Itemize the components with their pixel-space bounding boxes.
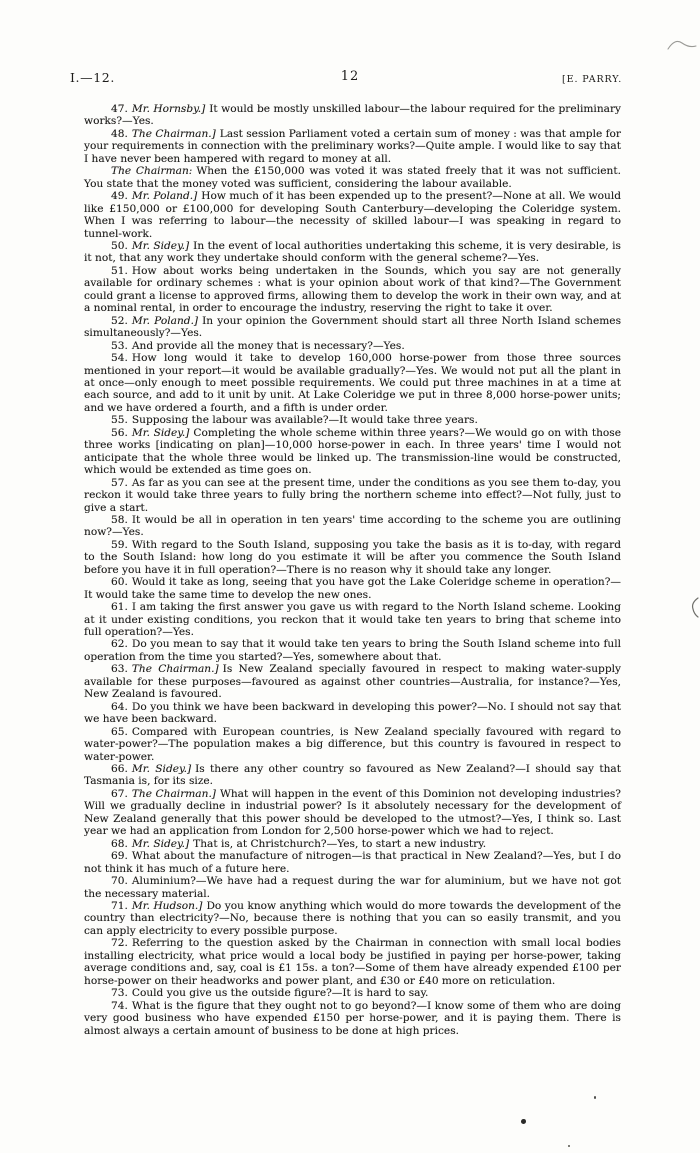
question-number: 50.: [111, 239, 128, 252]
qa-paragraph: [84, 340, 621, 352]
question-number: 59.: [111, 538, 128, 551]
question-number: 47.: [111, 103, 128, 115]
qa-paragraph: [84, 477, 621, 514]
pen-mark-edge-icon: [688, 597, 700, 619]
question-answer-text: That is, at Christchurch?—Yes, to start a new industry.: [193, 837, 487, 850]
question-answer-text: How long would it take to develop 160,000 horse-power from those three sources mentioned in your report—it would be available gradually?—Yes. We would not put all the plant in at once—only enough to meet possible requirements. We could put three machines in at a time at each source, and add to it unit by unit. At Lake Coleridge we put in three 8,000 horse-power units; and we have ordered a fourth, and a fifth is under order.: [84, 352, 621, 414]
question-answer-text: Is New Zealand specially favoured in respect to making water-supply available for these purposes—favoured as against other countries—Australia, for instance?—Yes, New Zealand is favoured.: [84, 663, 621, 701]
qa-paragraph: [84, 190, 621, 240]
question-answer-text: What about the manufacture of nitrogen—is that practical in New Zealand?—Yes, but I do not think it has much of a future here.: [84, 850, 621, 875]
question-answer-text: It would be mostly unskilled labour—the labour required for the preliminary works?—Yes.: [84, 103, 622, 128]
question-number: 73.: [111, 987, 128, 1000]
qa-paragraph: [84, 701, 621, 726]
ink-dot: [521, 1119, 526, 1124]
qa-paragraph: [84, 128, 621, 165]
question-answer-text: I am taking the first answer you gave us with regard to the North Island scheme. Looking at it under existing conditions, you reckon that it would take ten years to bring that scheme into full operation?—Yes.: [84, 601, 621, 639]
question-answer-text: How about works being undertaken in the Sounds, which you say are not generally available for ordinary schemes : what is your opinion about work of that kind?—The Government could grant a license to approved firms, allowing them to develop the work in their own way, and at a nominal rental, in order to encourage the industry, reserving the right to take it over.: [84, 264, 621, 315]
qa-paragraph: [84, 937, 621, 987]
speaker-name: Mr. Hudson.]: [131, 900, 203, 912]
speaker-name: Mr. Poland.]: [131, 314, 199, 327]
question-answer-text: What is the figure that they ought not to go beyond?—I know some of them who are doing very good business who have expended £150 per horse-power, and it is paying them. There is almost always a certain amount of business to be done at high prices.: [84, 999, 621, 1037]
ink-speck-icon: [594, 1096, 596, 1099]
qa-paragraph: [84, 514, 621, 539]
qa-paragraph: [84, 414, 621, 426]
question-number: 60.: [111, 576, 128, 589]
page-number: 12: [340, 69, 360, 84]
question-answer-text: It would be all in operation in ten years' time according to the scheme you are outlining now?—Yes.: [84, 513, 621, 539]
question-number: 48.: [111, 127, 128, 140]
question-answer-text: Completing the whole scheme within three years?—We would go on with those three works [indicating on plan]—10,000 horse-power in each. In three years' time I would not anticipate that the whole three would be linked up. The transmission-line would be constructed, which would be extended as time goes on.: [84, 426, 621, 477]
question-number: 51.: [111, 264, 128, 277]
question-answer-text: And provide all the money that is necessary?—Yes.: [131, 339, 405, 352]
qa-paragraph: [84, 987, 621, 999]
question-answer-text: Do you know anything which would do more towards the development of the country than electricity?—No, because there is nothing that you can so easily transmit, and you can apply electricity to every possible purpose.: [84, 900, 621, 937]
question-number: 64.: [111, 700, 128, 713]
question-answer-text: When the £150,000 was voted it was stated freely that it was not sufficient. You state that the money voted was sufficient, considering the labour available.: [84, 165, 621, 190]
ink-speck-icon: [568, 1145, 570, 1147]
question-number: 55.: [111, 414, 128, 427]
speaker-name: Mr. Sidey.]: [131, 763, 192, 776]
qa-paragraph: [84, 103, 621, 128]
question-number: 54.: [111, 352, 128, 365]
qa-paragraph: [84, 352, 621, 414]
speaker-name: The Chairman.]: [131, 127, 216, 140]
evidence-transcript: [84, 103, 621, 1037]
question-answer-text: Aluminium?—We have had a request during the war for aluminium, but we have not got the necessary material.: [84, 875, 621, 900]
question-answer-text: Supposing the labour was available?—It would take three years.: [131, 414, 478, 427]
speaker-name: Mr. Sidey.]: [131, 426, 190, 439]
question-answer-text: Referring to the question asked by the Chairman in connection with small local bodies installing electricity, what price would a local body be justified in paying per horse-power, taking average conditions and, say, coal is £1 15s. a ton?—Some of them have already expended £100 per horse-power on their headworks and power plant, and £30 or £40 more on reticulation.: [84, 937, 621, 987]
question-answer-text: Would it take as long, seeing that you have got the Lake Coleridge scheme in operation?—It would take the same time to develop the new ones.: [84, 576, 621, 601]
qa-paragraph: [84, 900, 621, 937]
question-answer-text: Could you give us the outside figure?—It is hard to say.: [131, 987, 429, 1000]
qa-paragraph: [84, 763, 621, 788]
paper-number: I.—12.: [70, 70, 115, 85]
speaker-name: The Chairman.]: [131, 663, 219, 676]
qa-paragraph: [84, 838, 621, 850]
question-answer-text: Is there any other country so favoured as New Zealand?—I should say that Tasmania is, for its size.: [84, 763, 621, 788]
qa-paragraph: [84, 240, 621, 265]
question-number: 49.: [111, 190, 128, 203]
question-answer-text: In your opinion the Government should start all three North Island schemes simultaneously?—Yes.: [84, 314, 621, 340]
question-number: 62.: [111, 638, 128, 651]
question-number: 63.: [111, 663, 128, 676]
question-number: 65.: [111, 725, 128, 738]
question-number: 58.: [111, 513, 128, 526]
speaker-name: Mr. Hornsby.]: [131, 103, 206, 115]
qa-paragraph: [84, 427, 621, 477]
qa-paragraph: [84, 788, 621, 838]
question-number: 69.: [111, 850, 128, 863]
question-number: 52.: [111, 314, 128, 327]
question-answer-text: Compared with European countries, is New Zealand specially favoured with regard to water-power?—The population makes a big difference, but this country is favoured in respect to water-power.: [84, 725, 621, 763]
qa-paragraph: [84, 663, 621, 700]
question-answer-text: Do you think we have been backward in developing this power?—No. I should not say that we have been backward.: [84, 700, 621, 726]
question-answer-text: Do you mean to say that it would take ten years to bring the South Island scheme into full operation from the time you started?—Yes, somewhere about that.: [84, 638, 621, 663]
speaker-name: The Chairman:: [111, 165, 193, 178]
qa-paragraph: [84, 638, 621, 663]
qa-paragraph: [84, 875, 621, 900]
question-answer-text: What will happen in the event of this Dominion not developing industries? Will we gradually decline in industrial power? Is it absolutely necessary for the development of New Zealand generally that this power should be developed to the utmost?—Yes, I think so. Last year we had an application from London for 2,500 horse-power which we had to reject.: [84, 787, 621, 838]
question-number: 67.: [111, 787, 128, 800]
question-number: 53.: [111, 339, 128, 352]
question-number: 61.: [111, 601, 128, 614]
question-answer-text: How much of it has been expended up to the present?—None at all. We would like £150,000 or £100,000 for developing South Canterbury—developing the Coleridge system. When I was referring to labour—the necessity of skilled labour—I was speaking in regard to tunnel-work.: [84, 190, 621, 240]
speaker-name: Mr. Sidey.]: [131, 239, 190, 252]
question-number: 66.: [111, 763, 128, 776]
question-number: 72.: [111, 937, 128, 950]
qa-paragraph: [84, 165, 621, 190]
speaker-name: Mr. Sidey.]: [131, 837, 190, 850]
qa-paragraph: [84, 1000, 621, 1037]
question-answer-text: In the event of local authorities undertaking this scheme, it is very desirable, is it not, that any work they undertake should conform with the general scheme?—Yes.: [84, 239, 621, 265]
question-answer-text: With regard to the South Island, supposing you take the basis as it is to-day, with regard to the South Island: how long do you estimate it will be after you commence the South Island before you have it in full operation?—There is no reason why it should take any longer.: [84, 538, 621, 576]
question-answer-text: Last session Parliament voted a certain sum of money : was that ample for your requirements in connection with the preliminary works?—Quite ample. I would like to say that I have never been hampered with regard to money at all.: [84, 127, 621, 165]
question-number: 70.: [111, 875, 128, 888]
witness-name: [E. PARRY.: [562, 74, 623, 85]
qa-paragraph: [84, 726, 621, 763]
qa-paragraph: [84, 576, 621, 601]
qa-paragraph: [84, 850, 621, 875]
qa-paragraph: [84, 539, 621, 576]
qa-paragraph: [84, 265, 621, 315]
speaker-name: Mr. Poland.]: [131, 190, 198, 203]
question-number: 74.: [111, 999, 128, 1012]
question-answer-text: As far as you can see at the present time, under the conditions as you see them to-day, you reckon it would take three years to fully bring the northern scheme into effect?—Not fully, just to give a start.: [84, 476, 621, 514]
question-number: 57.: [111, 476, 128, 489]
speaker-name: The Chairman.]: [131, 787, 216, 800]
question-number: 56.: [111, 426, 128, 439]
question-number: 71.: [111, 900, 128, 912]
pen-mark-icon: [666, 36, 698, 56]
question-number: 68.: [111, 837, 128, 850]
qa-paragraph: [84, 315, 621, 340]
qa-paragraph: [84, 601, 621, 638]
